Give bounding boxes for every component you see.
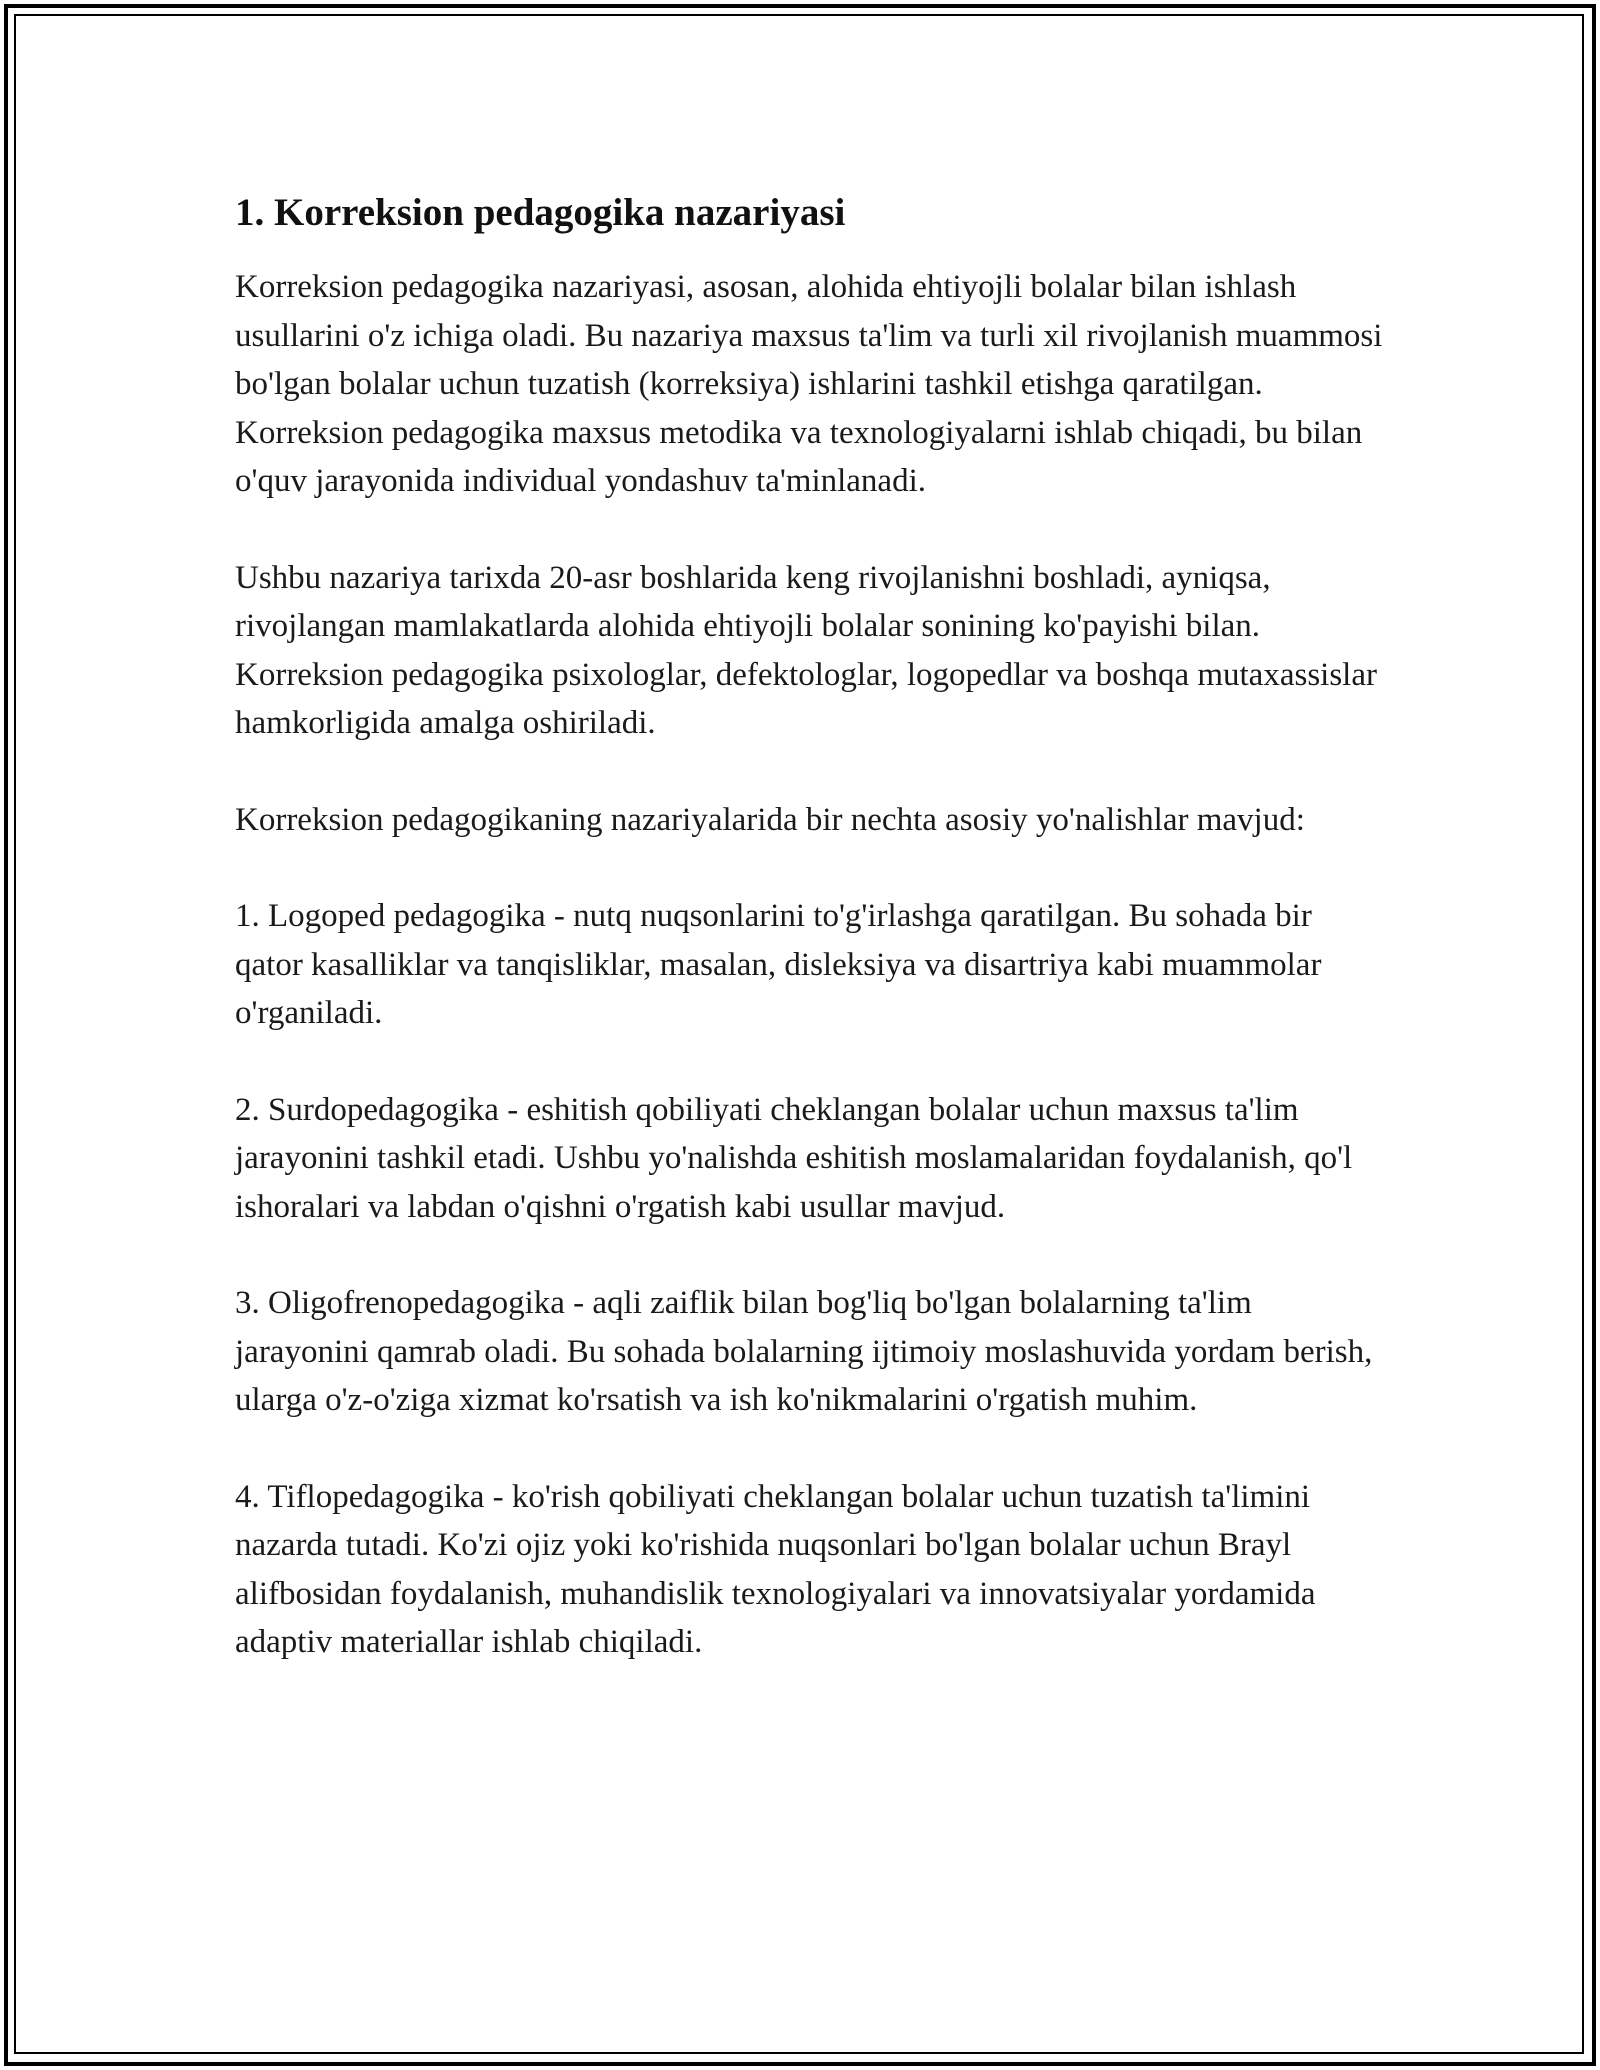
document-title: 1. Korreksion pedagogika nazariyasi: [235, 191, 846, 234]
paragraph-logoped: 1. Logoped pedagogika - nutq nuqsonlarini to'g'irlashga qaratilgan. Bu sohada bir qator kasalliklar va tanqisliklar, masalan, disleksiya va disartriya kabi muammolar o'rganiladi.: [235, 898, 1322, 1031]
paragraph-tiflo: 4. Tiflopedagogika - ko'rish qobiliyati cheklangan bolalar uchun tuzatish ta'limini nazarda tutadi. Ko'zi ojiz yoki ko'rishida nuqsonlari bo'lgan bolalar uchun Brayl alifbosidan foydalanish, muhandislik texnologiyalari va innovatsiyalar yordamida adaptiv materiallar ishlab chiqiladi.: [235, 1478, 1316, 1660]
paragraph-oligofreno: 3. Oligofrenopedagogika - aqli zaiflik bilan bog'liq bo'lgan bolalarning ta'lim jarayonini qamrab oladi. Bu sohada bolalarning ijtimoiy moslashuvida yordam berish, ularga o'z-o'ziga xizmat ko'rsatish va ish ko'nikmalarini o'rgatish muhim.: [235, 1285, 1373, 1418]
document-body: [235, 185, 1385, 1715]
paragraph-intro: Korreksion pedagogika nazariyasi, asosan, alohida ehtiyojli bolalar bilan ishlash usullarini o'z ichiga oladi. Bu nazariya maxsus ta'lim va turli xil rivojlanish muammosi bo'lgan bolalar uchun tuzatish (korreksiya) ishlarini tashkil etishga qaratilgan. Korreksion pedagogika maxsus metodika va texnologiyalarni ishlab chiqadi, bu bilan o'quv jarayonida individual yondashuv ta'minlanadi.: [235, 269, 1383, 499]
paragraph-directions-intro: Korreksion pedagogikaning nazariyalarida bir nechta asosiy yo'nalishlar mavjud:: [235, 801, 1305, 838]
paragraph-surdo: 2. Surdopedagogika - eshitish qobiliyati cheklangan bolalar uchun maxsus ta'lim jarayonini tashkil etadi. Ushbu yo'nalishda eshitish moslamalaridan foydalanish, qo'l ishoralari va labdan o'qishni o'rgatish kabi usullar mavjud.: [235, 1091, 1353, 1225]
paragraph-history: Ushbu nazariya tarixda 20-asr boshlarida keng rivojlanishni boshladi, ayniqsa, rivojlangan mamlakatlarda alohida ehtiyojli bolalar sonining ko'payishi bilan. Korreksion pedagogika psixologlar, defektologlar, logopedlar va boshqa mutaxassislar hamkorligida amalga oshiriladi.: [235, 559, 1377, 741]
